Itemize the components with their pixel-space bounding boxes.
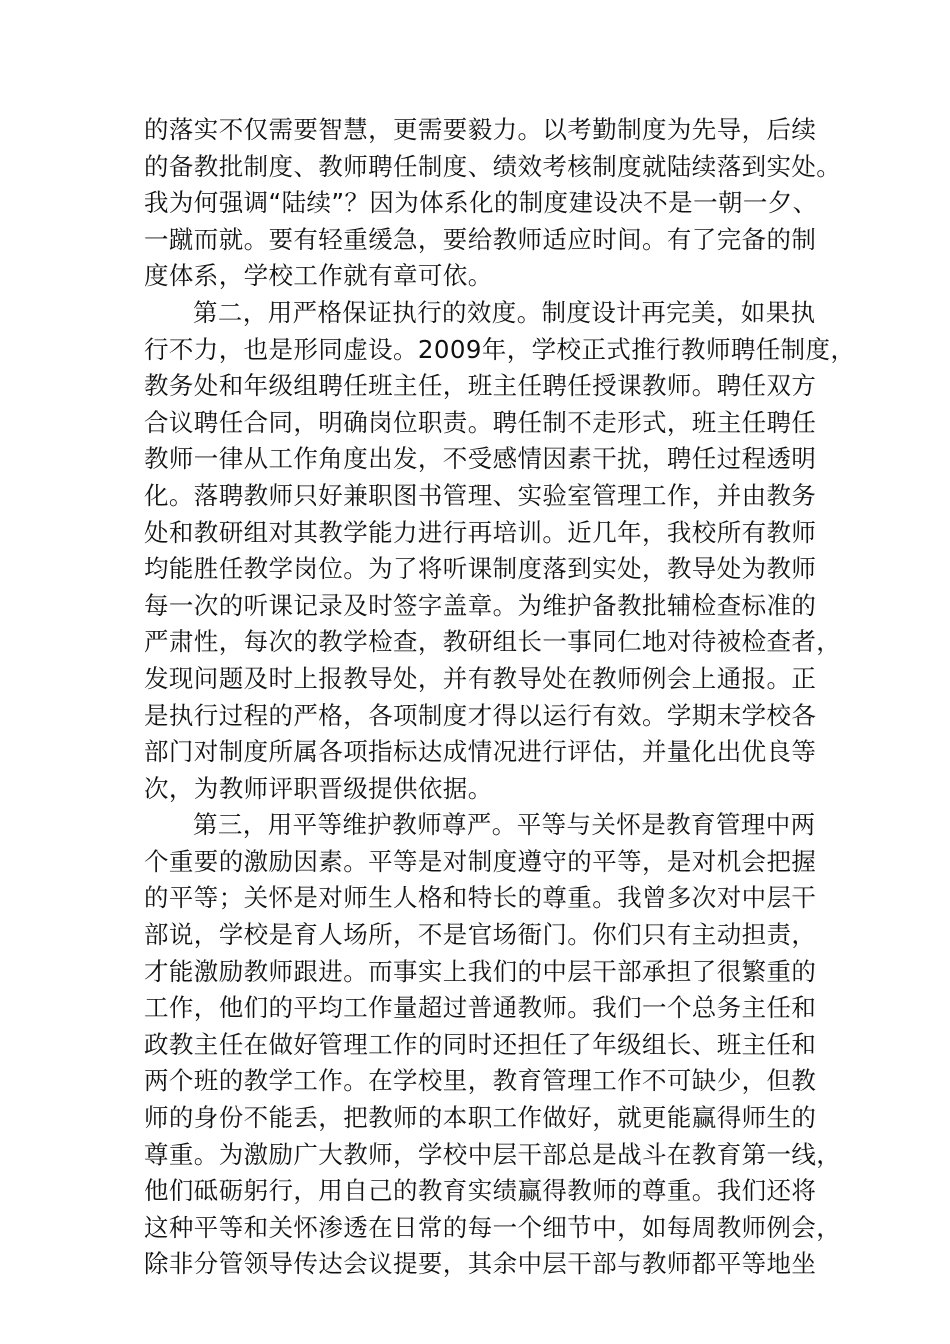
text-line: 他们砥砺躬行，用自己的教育实绩赢得教师的尊重。我们还将 xyxy=(144,1176,817,1206)
text-line: 的落实不仅需要智慧，更需要毅力。以考勤制度为先导，后续 xyxy=(144,115,817,144)
text-line: 是执行过程的严格，各项制度才得以运行有效。学期末学校各 xyxy=(144,700,817,730)
text-line: 发现问题及时上报教导处，并有教导处在教师例会上通报。正 xyxy=(144,663,817,693)
text-line: 政教主任在做好管理工作的同时还担任了年级组长、班主任和 xyxy=(144,1029,817,1059)
text-line: 才能激励教师跟进。而事实上我们的中层干部承担了很繁重的 xyxy=(144,956,817,986)
text-line: 部门对制度所属各项指标达成情况进行评估，并量化出优良等 xyxy=(144,737,817,767)
text-line: 合议聘任合同，明确岗位职责。聘任制不走形式，班主任聘任 xyxy=(144,407,817,437)
text-line: 化。落聘教师只好兼职图书管理、实验室管理工作，并由教务 xyxy=(144,480,817,510)
paragraph-start-line: 第二，用严格保证执行的效度。制度设计再完美，如果执 xyxy=(193,297,816,327)
text-line: 教务处和年级组聘任班主任，班主任聘任授课教师。聘任双方 xyxy=(144,371,817,401)
text-line: 度体系，学校工作就有章可依。 xyxy=(144,261,493,291)
body-text xyxy=(144,112,856,1283)
text-line: 一蹴而就。要有轻重缓急，要给教师适应时间。有了完备的制 xyxy=(144,224,817,254)
text-line: 尊重。为激励广大教师，学校中层干部总是战斗在教育第一线， xyxy=(144,1139,842,1169)
text-line: 次，为教师评职晋级提供依据。 xyxy=(144,773,493,803)
text-line: 行不力，也是形同虚设。2009年，学校正式推行教师聘任制度， xyxy=(144,334,856,364)
text-line: 除非分管领导传达会议提要，其余中层干部与教师都平等地坐 xyxy=(144,1249,817,1279)
text-line: 部说，学校是育人场所，不是官场衙门。你们只有主动担责， xyxy=(144,920,817,950)
text-line: 师的身份不能丢，把教师的本职工作做好，就更能赢得师生的 xyxy=(144,1103,817,1133)
paragraph-start-line: 第三，用平等维护教师尊严。平等与关怀是教育管理中两 xyxy=(193,810,816,840)
text-line: 我为何强调“陆续”？因为体系化的制度建设决不是一朝一夕、 xyxy=(144,188,818,218)
text-line: 均能胜任教学岗位。为了将听课制度落到实处，教导处为教师 xyxy=(144,554,817,584)
text-line: 每一次的听课记录及时签字盖章。为维护备教批辅检查标准的 xyxy=(144,590,817,620)
text-line: 两个班的教学工作。在学校里，教育管理工作不可缺少，但教 xyxy=(144,1066,817,1096)
text-line: 工作，他们的平均工作量超过普通教师。我们一个总务主任和 xyxy=(144,993,817,1023)
text-line: 的平等；关怀是对师生人格和特长的尊重。我曾多次对中层干 xyxy=(144,883,817,913)
text-line: 处和教研组对其教学能力进行再培训。近几年，我校所有教师 xyxy=(144,517,817,547)
text-line: 教师一律从工作角度出发，不受感情因素干扰，聘任过程透明 xyxy=(144,444,817,474)
text-line: 严肃性，每次的教学检查，教研组长一事同仁地对待被检查者， xyxy=(144,627,842,657)
text-line: 个重要的激励因素。平等是对制度遵守的平等，是对机会把握 xyxy=(144,846,817,876)
text-line: 这种平等和关怀渗透在日常的每一个细节中，如每周教师例会， xyxy=(144,1212,842,1242)
text-line: 的备教批制度、教师聘任制度、绩效考核制度就陆续落到实处。 xyxy=(144,151,842,181)
